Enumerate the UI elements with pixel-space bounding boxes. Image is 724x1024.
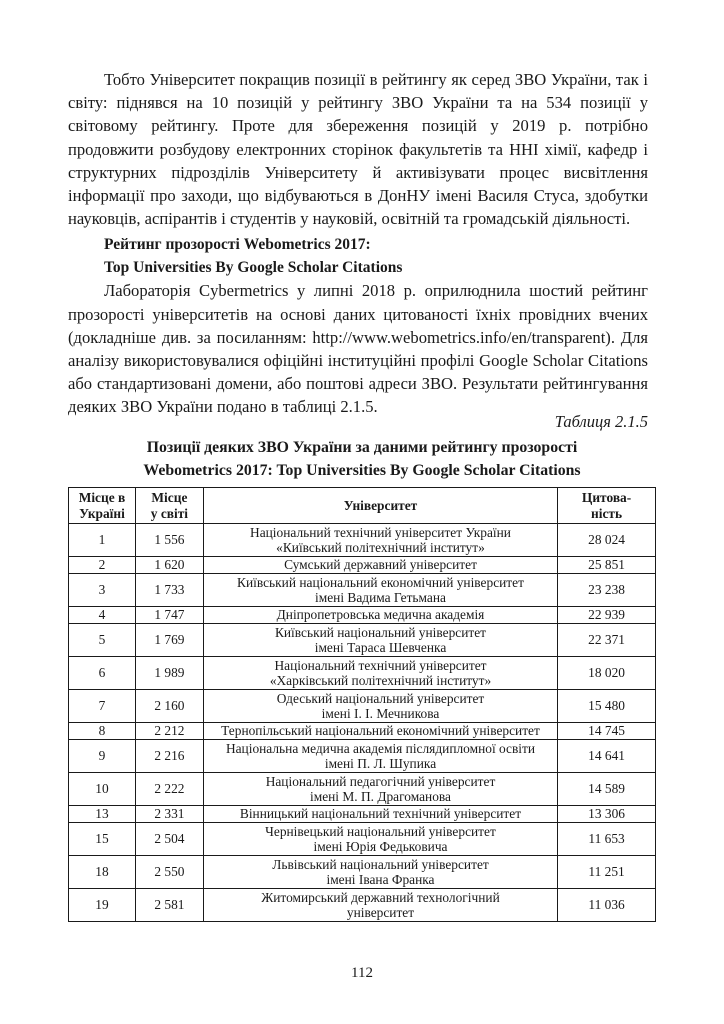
cell-world-rank: 1 747: [135, 607, 203, 624]
section-heading-line1: Рейтинг прозорості Webometrics 2017:: [104, 236, 371, 253]
cell-world-rank: 2 581: [135, 889, 203, 922]
university-name-line: Тернопільський національний економічний університет: [221, 723, 540, 739]
university-name-line: Вінницький національний технічний університет: [239, 806, 522, 822]
table-row: [69, 524, 656, 557]
university-name-line: Дніпропетровська медична академія: [276, 607, 485, 623]
cell-ua-rank: 7: [69, 690, 136, 723]
table-row: [69, 574, 656, 607]
page-number: 112: [351, 965, 373, 981]
university-name-line: Національний технічний університет: [274, 657, 487, 673]
cell-citations: 14 589: [558, 773, 656, 806]
cell-citations: 25 851: [558, 557, 656, 574]
cell-world-rank: 1 989: [135, 657, 203, 690]
university-name-line: «Київський політехнічний інститут»: [276, 540, 485, 555]
cell-ua-rank: 10: [69, 773, 136, 806]
cell-citations: 28 024: [558, 524, 656, 557]
header-university: Університет: [203, 488, 557, 524]
cell-world-rank: 1 556: [135, 524, 203, 557]
table-row: [69, 723, 656, 740]
cell-citations: 13 306: [558, 806, 656, 823]
cell-citations: 14 745: [558, 723, 656, 740]
table-header-row: [69, 488, 656, 524]
cell-world-rank: 2 504: [135, 823, 203, 856]
university-name-line: Одеський національний університет: [276, 690, 485, 706]
cell-citations: 11 653: [558, 823, 656, 856]
cell-university: [203, 624, 557, 657]
ranking-table: [68, 487, 656, 922]
cell-ua-rank: 4: [69, 607, 136, 624]
cell-ua-rank: 15: [69, 823, 136, 856]
cell-world-rank: 2 331: [135, 806, 203, 823]
university-name-line: імені П. Л. Шупика: [324, 756, 437, 771]
cell-university: [203, 657, 557, 690]
university-name-line: Київський національний університет: [274, 624, 487, 640]
table-row: [69, 607, 656, 624]
cell-world-rank: 2 212: [135, 723, 203, 740]
university-name-line: Сумський державний університет: [284, 557, 477, 573]
cell-ua-rank: 18: [69, 856, 136, 889]
table-row: [69, 557, 656, 574]
cell-citations: 11 036: [558, 889, 656, 922]
university-name-line: імені Тараса Шевченка: [314, 640, 447, 655]
section-heading-line2: Top Universities By Google Scholar Citations: [104, 259, 403, 277]
cell-citations: 18 020: [558, 657, 656, 690]
cell-ua-rank: 2: [69, 557, 136, 574]
table-body: [69, 524, 656, 922]
cell-world-rank: 1 733: [135, 574, 203, 607]
table-row: [69, 856, 656, 889]
table-row: [69, 773, 656, 806]
cell-world-rank: 2 160: [135, 690, 203, 723]
cell-university: [203, 773, 557, 806]
university-name-line: Національний технічний університет України: [250, 524, 511, 540]
table-row: [69, 806, 656, 823]
cell-ua-rank: 19: [69, 889, 136, 922]
cell-university: [203, 690, 557, 723]
intro-text: [68, 68, 648, 230]
cell-citations: 22 371: [558, 624, 656, 657]
table-caption-line1: Позиції деяких ЗВО України за даними рейтингу прозорості: [146, 439, 578, 456]
cell-university: [203, 607, 557, 624]
table-label: Таблиця 2.1.5: [554, 412, 648, 431]
university-name-line: Чернівецький національний університет: [265, 823, 496, 839]
university-name-line: імені Івана Франка: [326, 872, 435, 887]
table-row: [69, 889, 656, 922]
cell-ua-rank: 5: [69, 624, 136, 657]
cell-university: [203, 740, 557, 773]
cell-ua-rank: 8: [69, 723, 136, 740]
table-row: [69, 823, 656, 856]
cell-university: [203, 823, 557, 856]
table-caption-line2: Webometrics 2017: Top Universities By Google Scholar Citations: [143, 462, 581, 479]
table-row: [69, 740, 656, 773]
cell-university: [203, 557, 557, 574]
cell-university: [203, 524, 557, 557]
table-row: [69, 657, 656, 690]
university-name-line: імені Юрія Федьковича: [313, 839, 448, 854]
university-name-line: Національна медична академія післядипломної освіти: [225, 740, 536, 756]
section-paragraph: Лабораторія Cybermetrics у липні 2018 р. оприлюднила шостий рейтинг прозорості університетів на основі даних цитованості їхніх провідних вчених (докладніше див. за посиланням: http://www.webometrics.info/en/transparent). Для аналізу використовувалися офіційні інституційні профілі Google Scholar Citations або стандартизовані домени, або поштові адреси ЗВО. Результати рейтингування деяких ЗВО України подано в таблиці 2.1.5.: [68, 281, 648, 417]
cell-university: [203, 574, 557, 607]
cell-world-rank: 2 216: [135, 740, 203, 773]
cell-university: [203, 889, 557, 922]
cell-ua-rank: 9: [69, 740, 136, 773]
header-citations: Цитова- ність: [558, 488, 656, 524]
cell-ua-rank: 6: [69, 657, 136, 690]
cell-university: [203, 723, 557, 740]
university-name-line: університет: [346, 905, 415, 920]
cell-citations: 14 641: [558, 740, 656, 773]
intro-paragraph: Тобто Університет покращив позиції в рейтингу як серед ЗВО України, так і світу: піднявся на 10 позицій у рейтингу ЗВО України та на 534 позиції у світовому рейтингу. Проте для збереження позицій у 2019 р. потрібно продовжити розбудову електронних сторінок факультетів та ННІ хімії, кафедр і структурних підрозділів Університету й активізувати процес висвітлення інформації про заходи, що відбуваються в ДонНУ імені Василя Стуса, здобутки науковців, аспірантів і студентів у науковій, освітній та громадській діяльності.: [68, 70, 648, 229]
cell-citations: 23 238: [558, 574, 656, 607]
university-name-line: імені Вадима Гетьмана: [315, 590, 446, 605]
table-caption: [68, 436, 656, 482]
university-name-line: імені І. І. Мечникова: [321, 706, 440, 721]
cell-ua-rank: 3: [69, 574, 136, 607]
cell-world-rank: 1 769: [135, 624, 203, 657]
university-name-line: імені М. П. Драгоманова: [310, 789, 451, 804]
university-name-line: Житомирський державний технологічний: [261, 889, 500, 905]
cell-world-rank: 2 222: [135, 773, 203, 806]
cell-citations: 15 480: [558, 690, 656, 723]
cell-world-rank: 1 620: [135, 557, 203, 574]
university-name-line: Львівський національний університет: [272, 856, 489, 872]
cell-ua-rank: 1: [69, 524, 136, 557]
university-name-line: Національний педагогічний університет: [265, 773, 496, 789]
cell-citations: 11 251: [558, 856, 656, 889]
header-ua-rank: Місце в Україні: [69, 488, 136, 524]
cell-world-rank: 2 550: [135, 856, 203, 889]
cell-citations: 22 939: [558, 607, 656, 624]
university-name-line: Київський національний економічний університет: [237, 574, 524, 590]
cell-university: [203, 806, 557, 823]
section: [68, 233, 648, 419]
cell-university: [203, 856, 557, 889]
university-name-line: «Харківський політехнічний інститут»: [269, 673, 492, 688]
table-row: [69, 690, 656, 723]
table-row: [69, 624, 656, 657]
header-world-rank: Місце у світі: [135, 488, 203, 524]
cell-ua-rank: 13: [69, 806, 136, 823]
